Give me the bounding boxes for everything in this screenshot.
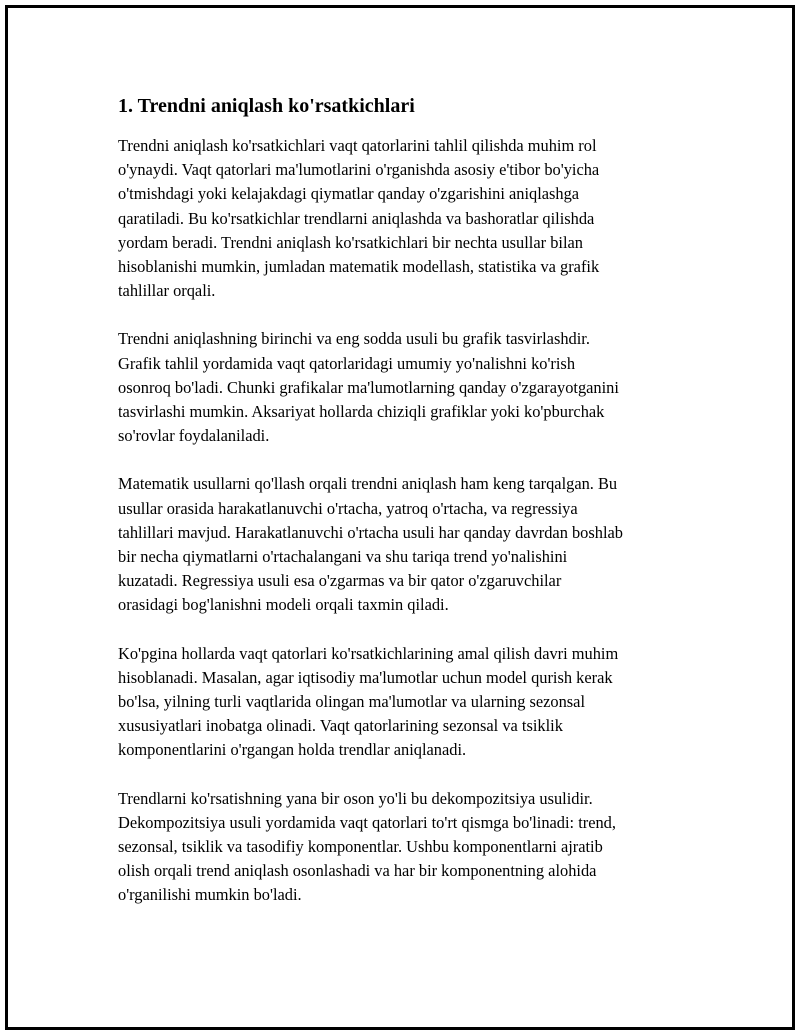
- paragraph-2: Trendni aniqlashning birinchi va eng sodda usuli bu grafik tasvirlashdir. Grafik tahlil yordamida vaqt qatorlaridagi umumiy yo'nalishni ko'rish osonroq bo'ladi. Chunki grafikalar ma'lumotlarning qanday o'zgarayotganini tasvirlashi mumkin. Aksariyat hollarda chiziqli grafiklar yoki ko'pburchak so'rovlar foydalaniladi.: [118, 329, 619, 446]
- paragraph-1: Trendni aniqlash ko'rsatkichlari vaqt qatorlarini tahlil qilishda muhim rol o'ynaydi. Vaqt qatorlari ma'lumotlarini o'rganishda asosiy e'tibor bo'yicha o'tmishdagi yoki kelajakdagi qiymatlar qanday o'zgarishini aniqlashga qaratiladi. Bu ko'rsatkichlar trendlarni aniqlashda va bashoratlar qilishda yordam beradi. Trendni aniqlash ko'rsatkichlari bir nechta usullar bilan hisoblanishi mumkin, jumladan matematik modellash, statistika va grafik tahlillar orqali.: [118, 136, 600, 301]
- section-heading: 1. Trendni aniqlash ko'rsatkichlari: [118, 95, 415, 117]
- paragraph-4: Ko'pgina hollarda vaqt qatorlari ko'rsatkichlarining amal qilish davri muhim hisoblanadi. Masalan, agar iqtisodiy ma'lumotlar uchun model qurish kerak bo'lsa, yilning turli vaqtlarida olingan ma'lumotlar va ularning sezonsal xususiyatlari inobatga olinadi. Vaqt qatorlarining sezonsal va tsiklik komponentlarini o'rgangan holda trendlar aniqlanadi.: [118, 643, 619, 760]
- paragraph-5: Trendlarni ko'rsatishning yana bir oson yo'li bu dekompozitsiya usulidir. Dekompozitsiya usuli yordamida vaqt qatorlari to'rt qismga bo'linadi: trend, sezonsal, tsiklik va tasodifiy komponentlar. Ushbu komponentlarni ajratib olish orqali trend aniqlash osonlashadi va har bir komponentning alohida o'rganilishi mumkin bo'ladi.: [118, 788, 616, 905]
- document-body: [118, 94, 698, 932]
- paragraph-3: Matematik usullarni qo'llash orqali trendni aniqlash ham keng tarqalgan. Bu usullar orasida harakatlanuvchi o'rtacha, yatroq o'rtacha, va regressiya tahlillari mavjud. Harakatlanuvchi o'rtacha usuli har qanday davrdan boshlab bir necha qiymatlarni o'rtachalangani va shu tariqa trend yo'nalishini kuzatadi. Regressiya usuli esa o'zgarmas va bir qator o'zgaruvchilar orasidagi bog'lanishni modeli orqali taxmin qiladi.: [118, 474, 623, 615]
